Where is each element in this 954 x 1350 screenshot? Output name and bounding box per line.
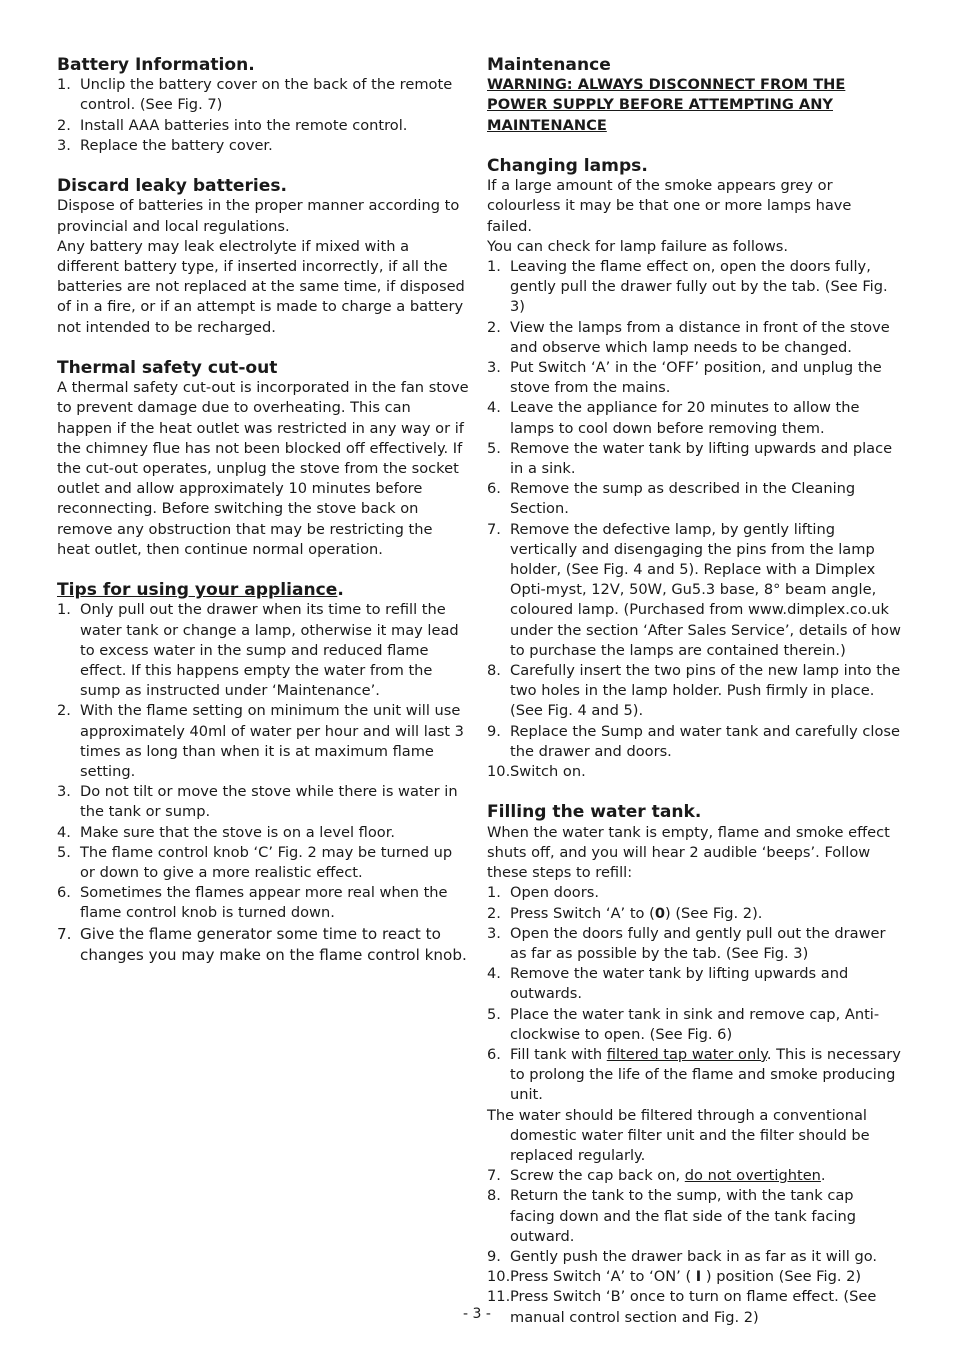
item-text: Return the tank to the sump, with the tank cap facing down and the flat side of the tank facing outward.	[510, 1187, 857, 1245]
battery-heading: Battery Information.	[57, 55, 255, 75]
tips-heading-suffix: .	[337, 580, 344, 601]
discard-heading: Discard leaky batteries.	[57, 176, 288, 197]
item-number: 6.	[57, 884, 71, 902]
left-column	[57, 55, 469, 966]
item-number: 4.	[487, 399, 501, 417]
list-item	[487, 1166, 901, 1186]
item-number: 3.	[487, 359, 501, 377]
item-text: Remove the defective lamp, by gently lifting vertically and disengaging the pins from the lamp holder, (See Fig. 4 and 5). Replace with a Dimplex Opti-myst, 12V, 50W, Gu5.3 base, 8° beam angle, coloured lamp. (Purchased from www.dimplex.co.uk under the section ‘After Sales Service’, details of how to purchase the lamps are contained therein.)	[510, 520, 901, 659]
item-number: 10.	[487, 763, 511, 781]
maintenance-heading: Maintenance	[487, 55, 611, 75]
item-number: 3.	[57, 136, 71, 154]
list-item	[487, 257, 901, 318]
item-number: 4.	[487, 965, 501, 983]
list-item	[487, 520, 901, 661]
item-text: Fill tank with	[510, 1045, 607, 1063]
item-text: Place the water tank in sink and remove cap, Anti-clockwise to open. (See Fig. 6)	[510, 1005, 880, 1043]
item-text: ) (See Fig. 2).	[664, 904, 763, 922]
item-text: Carefully insert the two pins of the new lamp into the two holes in the lamp holder. Push firmly in place. (See Fig. 4 and 5).	[510, 662, 901, 720]
list-item	[487, 318, 901, 358]
item-text: . This is necessary to prolong the life of the flame and smoke producing unit.	[510, 1045, 901, 1104]
lamps-steps	[487, 257, 901, 782]
changing-lamps-heading: Changing lamps.	[487, 156, 648, 176]
right-column	[487, 55, 901, 1328]
list-item	[57, 600, 469, 701]
switch-on-symbol: I	[695, 1268, 702, 1286]
item-text: View the lamps from a distance in front of the stove and observe which lamp needs to be changed.	[510, 318, 890, 356]
list-item	[487, 964, 901, 1004]
list-item	[487, 924, 901, 964]
discard-paragraph-1: Dispose of batteries in the proper manner according to provincial and local regulations.	[57, 197, 460, 235]
item-text: Leaving the flame effect on, open the doors fully, gently pull the drawer fully out by the tab. (See Fig. 3)	[510, 258, 888, 316]
list-item	[57, 701, 469, 782]
item-number: 4.	[57, 823, 71, 841]
item-number: 5.	[487, 439, 501, 457]
filter-note: The water should be filtered through a conventional domestic water filter unit and the filter should be replaced regularly.	[487, 1106, 870, 1164]
item-number: 1.	[57, 601, 71, 619]
item-text: Press Switch ‘A’ to ‘ON’ (	[510, 1268, 696, 1286]
item-text: Press Switch ‘A’ to (	[510, 904, 655, 922]
list-item	[487, 439, 901, 479]
item-number: 2.	[57, 116, 71, 134]
item-number: 1.	[57, 76, 71, 94]
list-item	[487, 479, 901, 519]
item-number: 8.	[487, 1187, 501, 1205]
tips-list	[57, 600, 469, 965]
discard-paragraph-2: Any battery may leak electrolyte if mixed with a different battery type, if inserted incorrectly, if all the batteries are not replaced at the same time, if disposed of in a fire, or if an attempt is made to charge a battery not intended to be recharged.	[57, 237, 465, 336]
list-item	[57, 116, 469, 136]
item-number: 11.	[487, 1288, 511, 1306]
list-item	[487, 904, 901, 924]
item-text: Give the flame generator some time to react to changes you may make on the flame control knob.	[80, 924, 467, 964]
list-item	[57, 823, 469, 843]
item-text: Only pull out the drawer when its time to refill the water tank or change a lamp, otherwise it may lead to excess water in the sump and reduced flame effect.	[80, 601, 459, 680]
thermal-paragraph: A thermal safety cut-out is incorporated in the fan stove to prevent damage due to overheating. This can happen if the heat outlet was restricted in any way or if the chimney flue has not been blocked off effectively. If the cut-out operates, unplug the stove from the socket outlet and allow approximately 10 minutes before reconnecting. Before switching the stove back on remove any obstruction that may be restricting the heat outlet, then continue normal operation.	[57, 379, 469, 558]
item-text: Unclip the battery cover on the back of the remote control. (See Fig. 7)	[80, 76, 453, 114]
item-number: 10.	[487, 1268, 511, 1286]
thermal-heading: Thermal safety cut-out	[57, 358, 278, 379]
list-item	[57, 75, 469, 115]
item-text: With the flame setting on minimum the unit will use approximately 40ml of water per hour and will last 3 times as long than when it is at maximum flame setting.	[80, 702, 464, 781]
item-text: Gently push the drawer back in as far as it will go.	[510, 1247, 878, 1265]
list-item	[487, 1247, 901, 1267]
item-text: Install AAA batteries into the remote control.	[80, 116, 408, 134]
item-number: 2.	[57, 702, 71, 720]
item-text: Screw the cap back on,	[510, 1167, 685, 1185]
item-number: 5.	[57, 843, 71, 861]
list-item	[57, 843, 469, 883]
list-item	[487, 398, 901, 438]
item-text: Replace the battery cover.	[80, 136, 273, 154]
list-item	[487, 1267, 901, 1287]
item-text: Make sure that the stove is on a level floor.	[80, 823, 395, 841]
item-number: 7.	[57, 924, 72, 943]
list-item	[487, 358, 901, 398]
list-item	[487, 722, 901, 762]
item-number: 6.	[487, 1045, 501, 1063]
item-number: 1.	[487, 258, 501, 276]
switch-off-symbol: 0	[654, 904, 665, 922]
filling-steps-a	[487, 883, 901, 1105]
item-text: ) position (See Fig. 2)	[701, 1268, 862, 1286]
item-number: 8.	[487, 662, 501, 680]
warning-text: WARNING: ALWAYS DISCONNECT FROM THE POWER SUPPLY BEFORE ATTEMPTING ANY MAINTENANCE	[487, 76, 846, 134]
list-item	[487, 883, 901, 903]
item-text: Put Switch ‘A’ in the ‘OFF’ position, and unplug the stove from the mains.	[510, 359, 882, 397]
item-number: 3.	[487, 924, 501, 942]
item-text: Remove the water tank by lifting upwards and outwards.	[510, 965, 849, 1003]
item-number: 2.	[487, 904, 501, 922]
list-item	[487, 762, 901, 782]
item-number: 7.	[487, 520, 501, 538]
list-item	[487, 1045, 901, 1106]
list-item	[487, 661, 901, 722]
item-number: 9.	[487, 722, 501, 740]
filling-intro: When the water tank is empty, flame and smoke effect shuts off, and you will hear 2 audible ‘beeps’. Follow these steps to refill:	[487, 823, 890, 882]
list-item	[57, 136, 469, 156]
page-number: - 3 -	[463, 1306, 491, 1322]
item-text: .	[820, 1167, 826, 1185]
item-text: Open doors.	[510, 884, 599, 902]
item-text: Open the doors fully and gently pull out the drawer as far as possible by the tab. (See Fig. 3)	[510, 924, 886, 962]
item-text: Press Switch ‘B’ once to turn on flame effect. (See manual control section and Fig. 2)	[510, 1288, 877, 1326]
list-item	[487, 1186, 901, 1247]
battery-steps	[57, 75, 469, 156]
list-item	[57, 883, 469, 923]
lamps-paragraph-1: If a large amount of the smoke appears grey or colourless it may be that one or more lamps have failed.	[487, 177, 852, 235]
filling-heading: Filling the water tank.	[487, 802, 702, 823]
list-item	[487, 1005, 901, 1045]
item-text: Remove the water tank by lifting upwards and place in a sink.	[510, 439, 893, 478]
list-item	[57, 782, 469, 822]
item-number: 6.	[487, 480, 501, 498]
item-number: 2.	[487, 318, 501, 336]
item-number: 9.	[487, 1247, 501, 1265]
item-number: 1.	[487, 884, 501, 902]
list-item	[57, 924, 469, 966]
item-text: Replace the Sump and water tank and carefully close the drawer and doors.	[510, 722, 900, 760]
item-number: 3.	[57, 783, 71, 801]
item-number: 7.	[487, 1167, 501, 1185]
tips-heading	[57, 580, 469, 600]
item-text: If this happens empty the water from the sump as instructed under ‘Maintenance’.	[80, 662, 433, 700]
item-text: Sometimes the flames appear more real when the flame control knob is turned down.	[80, 884, 448, 922]
item-text: The flame control knob ‘C’ Fig. 2 may be turned up or down to give a more realistic effect.	[80, 843, 453, 882]
item-number: 5.	[487, 1005, 501, 1023]
overtighten-emphasis: do not overtighten	[684, 1167, 821, 1185]
lamps-paragraph-2: You can check for lamp failure as follows.	[487, 237, 789, 255]
item-text: Switch on.	[510, 763, 586, 781]
item-text: Remove the sump as described in the Cleaning Section.	[510, 480, 856, 518]
item-text: Do not tilt or move the stove while there is water in the tank or sump.	[80, 783, 458, 821]
item-text: Leave the appliance for 20 minutes to allow the lamps to cool down before removing them.	[510, 399, 860, 437]
tips-heading-text: Tips for using your appliance	[57, 580, 338, 601]
filtered-water-emphasis: filtered tap water only	[606, 1045, 767, 1063]
